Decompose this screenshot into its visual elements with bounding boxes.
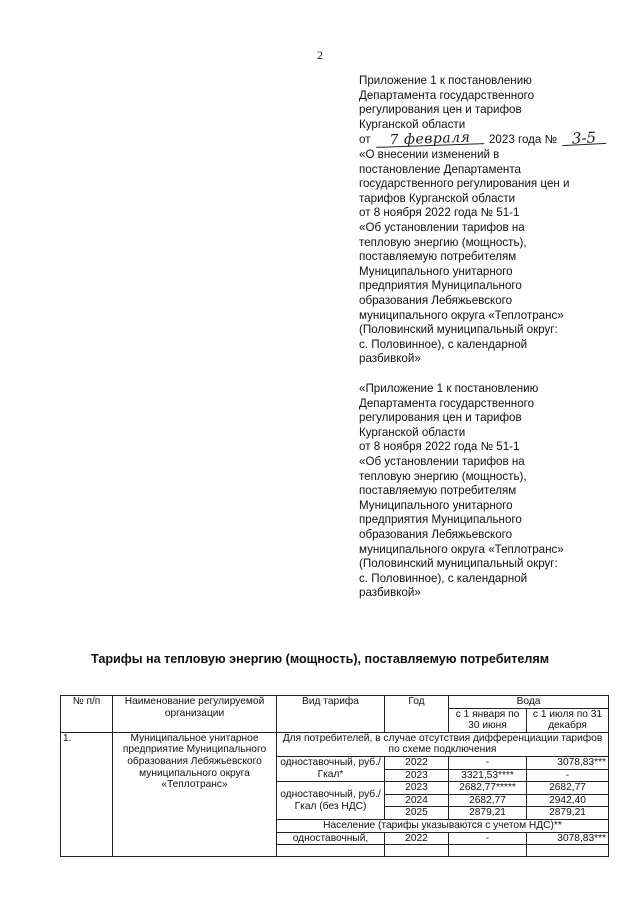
header-year: Год <box>385 696 449 733</box>
tariff-type-cell: одноставочный, руб./Гкал (без НДС) <box>277 782 385 820</box>
year-cell: 2023 <box>385 769 449 782</box>
header-half-1: с 1 января по 30 июня <box>449 708 527 732</box>
year-cell: 2024 <box>385 794 449 807</box>
annex-line: постановление Департамента <box>359 162 521 176</box>
annex-line: (Половинский муниципальный округ: <box>359 557 558 571</box>
annex-line: Приложение 1 к постановлению <box>359 74 532 87</box>
value-cell: 2682,77***** <box>449 782 527 795</box>
annex-line: поставляемую потребителям <box>359 484 517 498</box>
header-half-2: с 1 июля по 31 декабря <box>527 708 609 732</box>
empty-cell <box>527 845 609 857</box>
annex-line: с. Половинное), с календарной <box>359 337 528 351</box>
section-1-label: Для потребителей, в случае отсутствия дифференциации тарифов по схеме подключения <box>277 732 609 756</box>
annex-line: «Об установлении тарифов на <box>359 454 525 468</box>
annex-line: регулирования цен и тарифов <box>359 103 522 117</box>
section-2-label: Население (тарифы указываются с учетом НДС)** <box>277 819 609 832</box>
tariff-type-cell: одноставочный, руб./Гкал* <box>277 756 385 781</box>
annex-line: Департамента государственного <box>359 396 535 410</box>
value-cell: - <box>449 756 527 769</box>
annex-line: предприятия Муниципального <box>359 279 522 293</box>
annex-line: «Приложение 1 к постановлению <box>359 382 539 395</box>
value-cell: - <box>449 832 527 845</box>
annex-line: Курганской области <box>359 117 466 131</box>
header-org: Наименование регулируемой организации <box>113 696 277 733</box>
header-water: Вода <box>449 696 609 709</box>
annex-line: тепловую энергию (мощность), <box>359 235 527 249</box>
value-cell: 2879,21 <box>449 807 527 820</box>
annex-line: (Половинский муниципальный округ: <box>359 323 558 337</box>
annex-line: Муниципального унитарного <box>359 264 513 278</box>
date-year: 2023 года № <box>488 133 558 147</box>
page-number: 2 <box>317 48 323 62</box>
annex-date-line <box>359 128 627 149</box>
value-cell: - <box>527 769 609 782</box>
value-cell: 2942,40 <box>527 794 609 807</box>
table-header-row <box>61 696 609 709</box>
year-cell: 2022 <box>385 756 449 769</box>
annex-line: образования Лебяжьевского <box>359 527 513 541</box>
value-cell: 3078,83*** <box>527 756 609 769</box>
annex-line: поставляемую потребителям <box>359 250 517 264</box>
annex-line: Департамента государственного <box>359 88 535 102</box>
empty-cell <box>449 845 527 857</box>
annex-line: «О внесении изменений в <box>359 147 500 161</box>
empty-cell <box>385 845 449 857</box>
table-row <box>61 732 609 756</box>
annex-line: тепловую энергию (мощность), <box>359 469 527 483</box>
year-cell: 2023 <box>385 782 449 795</box>
annex-line: разбивкой» <box>359 586 421 600</box>
annex-line: «Об установлении тарифов на <box>359 220 525 234</box>
value-cell: 2682,77 <box>527 782 609 795</box>
year-cell: 2022 <box>385 832 449 845</box>
org-name: Муниципальное унитарное предприятие Муниципального образования Лебяжьевского муниципального округа «Теплотранс» <box>113 732 277 856</box>
year-cell: 2025 <box>385 807 449 820</box>
annex-line: предприятия Муниципального <box>359 513 522 527</box>
annex-line: государственного регулирования цен и <box>359 177 570 191</box>
row-number: 1. <box>61 732 113 856</box>
value-cell: 3078,83*** <box>527 832 609 845</box>
annex-line: от 8 ноября 2022 года № 51-1 <box>359 206 520 220</box>
tariff-type-cell: одноставочный, <box>277 832 385 845</box>
header-num: № п/п <box>61 696 113 733</box>
annex-line: Курганской области <box>359 425 466 439</box>
value-cell: 2682,77 <box>449 794 527 807</box>
annex-line: с. Половинное), с календарной <box>359 571 528 585</box>
annex-line: от 8 ноября 2022 года № 51-1 <box>359 440 520 454</box>
header-tariff-type: Вид тарифа <box>277 696 385 733</box>
tariff-heading: Тарифы на тепловую энергию (мощность), поставляемую потребителям <box>90 652 550 666</box>
handwritten-number: 3-5 <box>562 131 607 146</box>
annex-line: разбивкой» <box>359 352 421 366</box>
annex-2-block <box>359 382 627 601</box>
handwritten-date: 7 февраля <box>376 131 484 148</box>
annex-1-block <box>359 74 627 367</box>
value-cell: 3321,53**** <box>449 769 527 782</box>
annex-line: регулирования цен и тарифов <box>359 411 522 425</box>
annex-line: муниципального округа «Теплотранс» <box>359 308 564 322</box>
annex-line: Муниципального унитарного <box>359 498 513 512</box>
annex-line: муниципального округа «Теплотранс» <box>359 542 564 556</box>
annex-line: тарифов Курганской области <box>359 191 516 205</box>
date-prefix: от <box>359 133 371 147</box>
annex-line: образования Лебяжьевского <box>359 293 513 307</box>
value-cell: 2879,21 <box>527 807 609 820</box>
tariff-table <box>60 695 609 857</box>
empty-cell <box>277 845 385 857</box>
